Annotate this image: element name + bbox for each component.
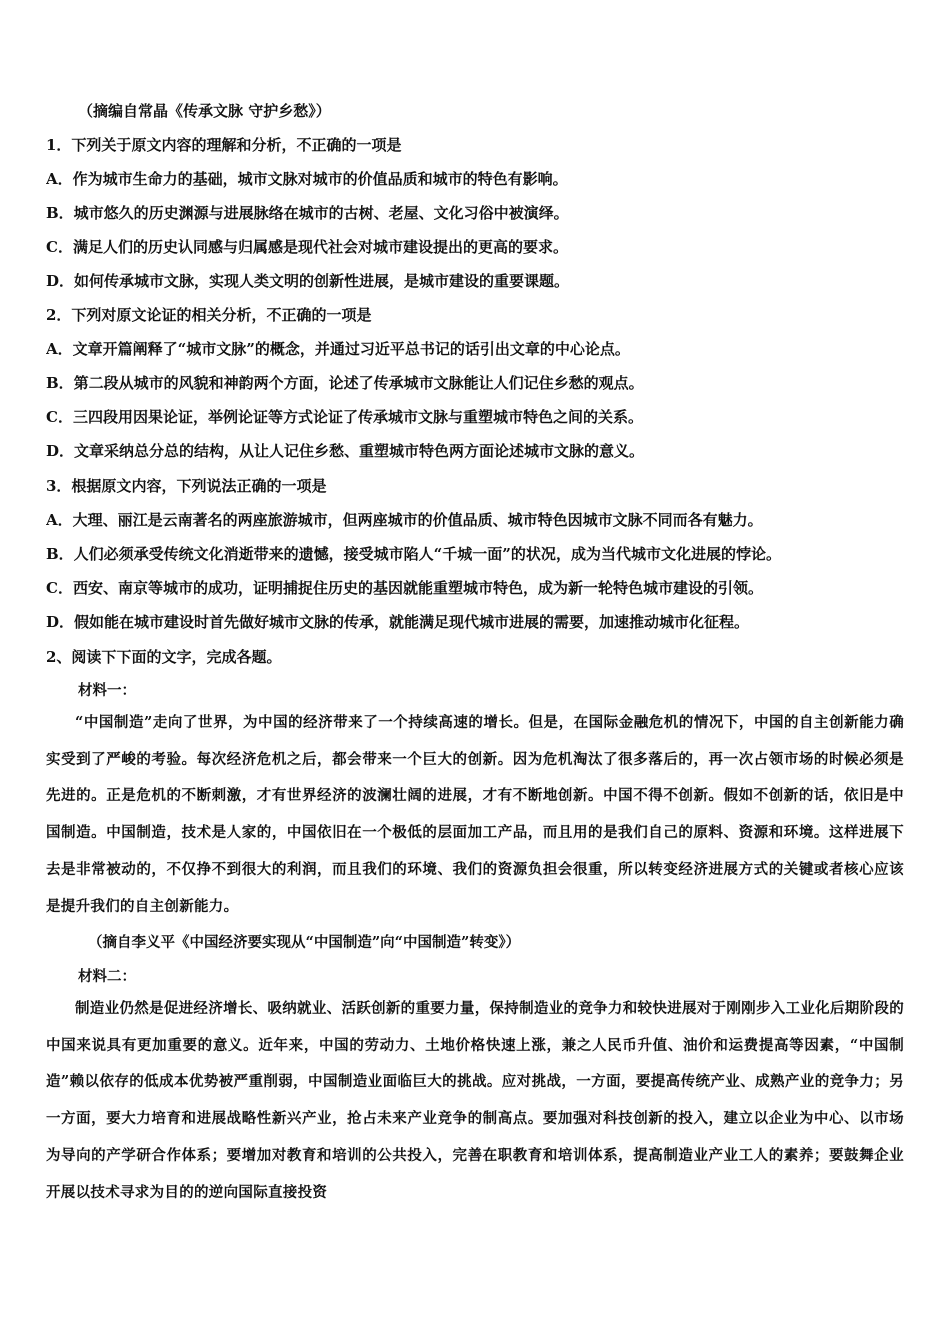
section-2-title: 2、阅读下下面的文字，完成各题。 <box>46 648 282 666</box>
question-3-stem: 3．根据原文内容，下列说法正确的一项是 <box>46 477 327 495</box>
question-1-option-d: D．如何传承城市文脉，实现人类文明的创新性进展，是城市建设的重要课题。 <box>46 272 570 290</box>
material-2-text: 制造业仍然是促进经济增长、吸纳就业、活跃创新的重要力量，保持制造业的竞争力和较快进展对于刚刚步入工业化后期阶段的中国来说具有更加重要的意义。近年来，中国的劳动力、土地价格快速上涨，兼之人民币升值、油价和运费提高等因素，“中国制造”赖以依存的低成本优势被严重削弱，中国制造业面临巨大的挑战。应对挑战，一方面，要提高传统产业、成熟产业的竞争力；另一方面，要大力培育和进展战略性新兴产业，抢占未来产业竞争的制高点。要加强对科技创新的投入，建立以企业为中心、以市场为导向的产学研合作体系；要增加对教育和培训的公共投入，完善在职教育和培训体系，提高制造业产业工人的素养；要鼓舞企业开展以技术寻求为目的的逆向国际直接投资 <box>46 1000 905 1201</box>
question-1-option-a: A．作为城市生命力的基础，城市文脉对城市的价值品质和城市的特色有影响。 <box>46 170 568 188</box>
question-3-option-d: D．假如能在城市建设时首先做好城市文脉的传承，就能满足现代城市进展的需要，加速推动城市化征程。 <box>46 613 750 631</box>
question-2-option-c: C．三四段用因果论证，举例论证等方式论证了传承城市文脉与重塑城市特色之间的关系。 <box>46 408 643 426</box>
material-2-label: 材料二： <box>78 968 136 985</box>
question-3-option-b: B．人们必须承受传统文化消逝带来的遗憾，接受城市陷人“千城一面”的状况，成为当代城市文化进展的悖论。 <box>46 545 781 563</box>
question-2-option-a: A．文章开篇阐释了“城市文脉”的概念，并通过习近平总书记的话引出文章的中心论点。 <box>46 340 630 358</box>
question-2-option-d: D．文章采纳总分总的结构，从让人记住乡愁、重塑城市特色两方面论述城市文脉的意义。 <box>46 442 645 460</box>
source-citation-1: （摘编自常晶《传承文脉 守护乡愁》） <box>78 102 331 120</box>
question-3-option-c: C．西安、南京等城市的成功，证明捕捉住历史的基因就能重塑城市特色，成为新一轮特色城市建设的引领。 <box>46 579 763 597</box>
question-1-option-b: B．城市悠久的历史渊源与进展脉络在城市的古树、老屋、文化习俗中被演绎。 <box>46 204 569 222</box>
material-1-source: （摘自李义平《中国经济要实现从“中国制造”向“中国制造”转变》） <box>88 934 521 951</box>
question-2-option-b: B．第二段从城市的风貌和神韵两个方面，论述了传承城市文脉能让人们记住乡愁的观点。 <box>46 374 644 392</box>
question-1-stem: 1．下列关于原文内容的理解和分析，不正确的一项是 <box>46 136 402 154</box>
question-3-option-a: A．大理、丽江是云南著名的两座旅游城市，但两座城市的价值品质、城市特色因城市文脉不同而各有魅力。 <box>46 511 763 529</box>
question-2-stem: 2．下列对原文论证的相关分析，不正确的一项是 <box>46 306 372 324</box>
material-1-text: “中国制造”走向了世界，为中国的经济带来了一个持续高速的增长。但是，在国际金融危机的情况下，中国的自主创新能力确实受到了严峻的考验。每次经济危机之后，都会带来一个巨大的创新。因为危机淘汰了很多落后的，再一次占领市场的时候必须是先进的。正是危机的不断刺激，才有世界经济的波澜壮阔的进展，才有不断地创新。中国不得不创新。假如不创新的话，依旧是中国制造。中国制造，技术是人家的，中国依旧在一个极低的层面加工产品，而且用的是我们自己的原料、资源和环境。这样进展下去是非常被动的，不仅挣不到很大的利润，而且我们的环境、我们的资源负担会很重，所以转变经济进展方式的关键或者核心应该是提升我们的自主创新能力。 <box>46 714 904 915</box>
question-1-option-c: C．满足人们的历史认同感与归属感是现代社会对城市建设提出的更高的要求。 <box>46 238 568 256</box>
material-1-label: 材料一： <box>78 682 136 699</box>
